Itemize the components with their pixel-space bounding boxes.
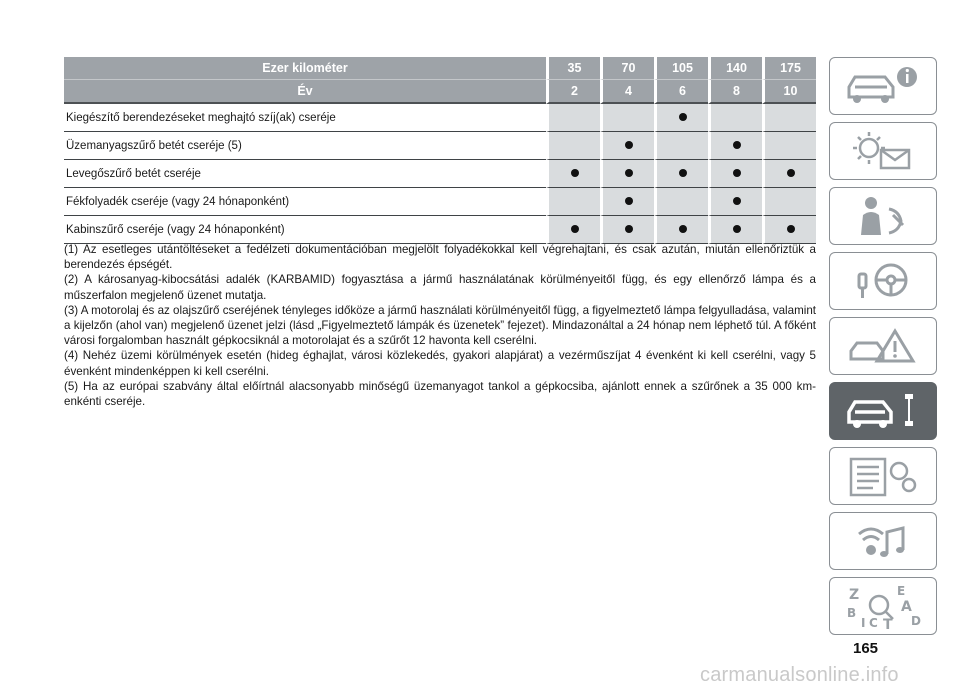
- footnote-5: (5) Ha az európai szabvány által előírtnál alacsonyabb minőségű üzemanyagot tankol a gépkocsiba, ajánlott ennek a szűrőnek a 35 000 km-enkénti cseréje.: [64, 379, 816, 409]
- schedule-cell: [654, 216, 708, 244]
- warning-lights-messages-icon: [835, 126, 931, 176]
- footnotes: [64, 242, 816, 409]
- header-year-2: 2: [546, 79, 600, 104]
- technical-data-icon: [835, 451, 931, 501]
- header-km-175: 175: [762, 57, 816, 79]
- schedule-cell: [600, 216, 654, 244]
- service-dot-icon: [625, 141, 633, 149]
- tab-maintenance[interactable]: [829, 382, 937, 440]
- service-dot-icon: [571, 225, 579, 233]
- service-dot-icon: [679, 169, 687, 177]
- schedule-cell: [546, 104, 600, 132]
- car-info-icon: [835, 61, 931, 111]
- schedule-cell: [708, 160, 762, 188]
- tab-index[interactable]: [829, 577, 937, 635]
- schedule-cell: [546, 188, 600, 216]
- header-row-km: [64, 57, 816, 79]
- multimedia-icon: [835, 516, 931, 566]
- table-row: [64, 188, 816, 216]
- schedule-cell: [762, 188, 816, 216]
- svg-text:Z: Z: [849, 587, 860, 603]
- row-label: Kabinszűrő cseréje (vagy 24 hónaponként): [64, 216, 546, 244]
- schedule-cell: [654, 160, 708, 188]
- row-label: Kiegészítő berendezéseket meghajtó szíj(ak) cseréje: [64, 104, 546, 132]
- chapter-tabs: [829, 57, 939, 642]
- service-dot-icon: [787, 169, 795, 177]
- service-dot-icon: [787, 225, 795, 233]
- service-dot-icon: [733, 197, 741, 205]
- header-km-70: 70: [600, 57, 654, 79]
- header-year-8: 8: [708, 79, 762, 104]
- schedule-cell: [762, 132, 816, 160]
- service-dot-icon: [733, 141, 741, 149]
- footnote-4: (4) Nehéz üzemi körülmények esetén (hideg éghajlat, városi közlekedés, gyakori alapjárat) a vezérműszíjat 4 évenként ki kell cserélni, vagy 5 évenként mindenképpen ki kell cserélni.: [64, 349, 816, 378]
- header-km-label: Ezer kilométer: [64, 57, 546, 79]
- tab-warning-lights[interactable]: [829, 122, 937, 180]
- index-az-icon: [835, 581, 931, 631]
- header-year-6: 6: [654, 79, 708, 104]
- tab-multimedia[interactable]: [829, 512, 937, 570]
- svg-text:B: B: [847, 606, 857, 620]
- tab-emergency[interactable]: [829, 317, 937, 375]
- svg-text:E: E: [897, 584, 906, 598]
- footnote-1: (1) Az esetleges utántöltéseket a fedélzeti dokumentációban megjelölt folyadékokkal kell végrehajtani, és csak azután, miután ellenőriztük a berendezés épségét.: [64, 243, 816, 272]
- service-dot-icon: [733, 225, 741, 233]
- service-dot-icon: [625, 225, 633, 233]
- header-km-105: 105: [654, 57, 708, 79]
- header-year-4: 4: [600, 79, 654, 104]
- schedule-cell: [546, 216, 600, 244]
- table-row: [64, 160, 816, 188]
- header-row-year: [64, 79, 816, 104]
- schedule-cell: [600, 188, 654, 216]
- header-year-10: 10: [762, 79, 816, 104]
- svg-text:D: D: [911, 614, 921, 628]
- tab-starting-driving[interactable]: [829, 252, 937, 310]
- service-dot-icon: [733, 169, 741, 177]
- table-row: [64, 104, 816, 132]
- schedule-cell: [546, 160, 600, 188]
- header-km-140: 140: [708, 57, 762, 79]
- maintenance-car-wrench-icon: [835, 386, 931, 436]
- tab-car-info[interactable]: [829, 57, 937, 115]
- schedule-cell: [654, 132, 708, 160]
- schedule-cell: [654, 188, 708, 216]
- row-label: Fékfolyadék cseréje (vagy 24 hónaponként): [64, 188, 546, 216]
- safety-airbag-icon: [835, 191, 931, 241]
- row-label: Levegőszűrő betét cseréje: [64, 160, 546, 188]
- svg-text:A: A: [901, 599, 912, 615]
- header-year-label: Év: [64, 79, 546, 104]
- schedule-cell: [708, 132, 762, 160]
- schedule-cell: [762, 160, 816, 188]
- schedule-cell: [762, 104, 816, 132]
- footnote-3: (3) A motorolaj és az olajszűrő cseréjének tényleges időköze a jármű használati körülményeitől függ, a figyelmeztető lámpa felgyulladása, valamint a kijelzőn (ahol van) megjelenő üzenet jelzi (lásd „Figyelmeztető lámpák és üzenetek” fejezet). Mindazonáltal a 24 hónap nem léphető túl. A főként városi forgalomban használt gépkocsiknál a motorolajat és a szűrőt 12 havonta kell cserélni.: [64, 303, 816, 348]
- service-dot-icon: [679, 225, 687, 233]
- svg-text:C: C: [869, 616, 878, 630]
- service-dot-icon: [625, 169, 633, 177]
- maintenance-schedule-table: [64, 57, 816, 244]
- schedule-cell: [600, 104, 654, 132]
- starting-driving-icon: [835, 256, 931, 306]
- service-dot-icon: [571, 169, 579, 177]
- schedule-cell: [600, 132, 654, 160]
- schedule-cell: [654, 104, 708, 132]
- emergency-icon: [835, 321, 931, 371]
- table-row: [64, 132, 816, 160]
- schedule-cell: [600, 160, 654, 188]
- page-number: 165: [853, 640, 879, 657]
- footnote-2: (2) A károsanyag-kibocsátási adalék (KARBAMID) fogyasztása a jármű használatának körülményeitől függ, és egy ellenőrző lámpa és a műszerfalon megjelenő üzenet mutatja.: [64, 273, 816, 302]
- service-dot-icon: [625, 197, 633, 205]
- tab-safety[interactable]: [829, 187, 937, 245]
- service-dot-icon: [679, 113, 687, 121]
- tab-technical-data[interactable]: [829, 447, 937, 505]
- watermark: carmanualsonline.info: [700, 664, 899, 686]
- schedule-body: [64, 104, 816, 244]
- schedule-cell: [708, 104, 762, 132]
- svg-text:I: I: [861, 616, 866, 630]
- svg-text:T: T: [883, 617, 893, 631]
- schedule-cell: [762, 216, 816, 244]
- header-km-35: 35: [546, 57, 600, 79]
- schedule-cell: [546, 132, 600, 160]
- table-row: [64, 216, 816, 244]
- schedule-cell: [708, 188, 762, 216]
- schedule-cell: [708, 216, 762, 244]
- row-label: Üzemanyagszűrő betét cseréje (5): [64, 132, 546, 160]
